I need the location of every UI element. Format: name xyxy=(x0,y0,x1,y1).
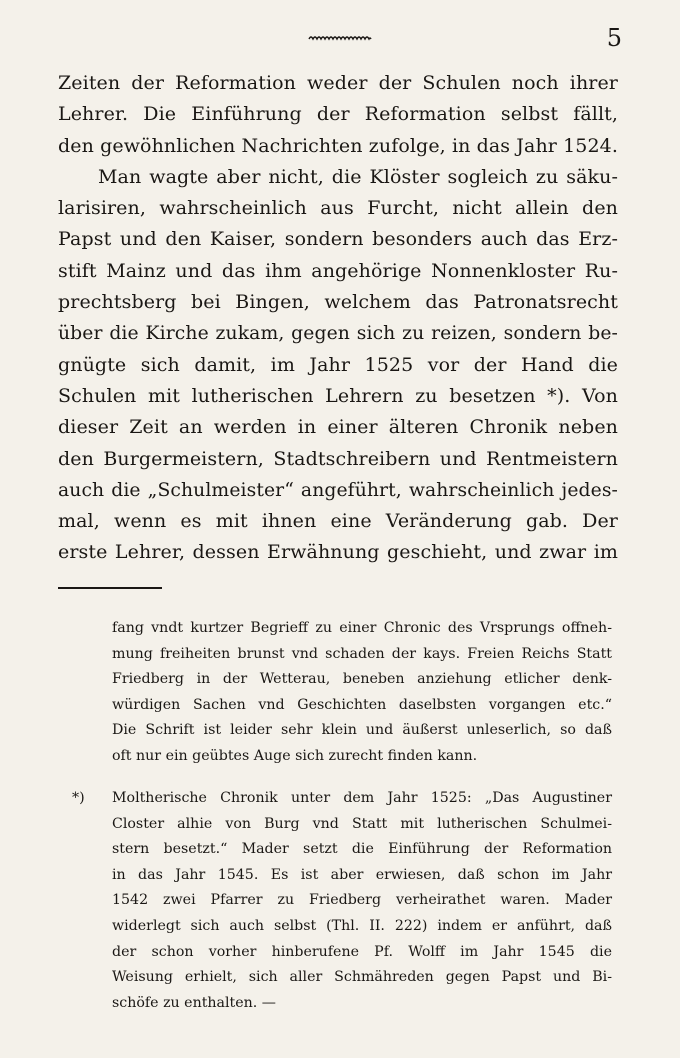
footnote-line: in das Jahr 1545. Es ist aber erwiesen, daß schon im Jahr xyxy=(112,866,612,883)
text-line: prechtsberg bei Bingen, welchem das Patronatsrecht xyxy=(58,291,618,314)
text-line: gnügte sich damit, im Jahr 1525 vor der Hand die xyxy=(58,353,618,376)
footnote-line: oft nur ein geübtes Auge sich zurecht finden kann. xyxy=(112,747,478,764)
text-line: dieser Zeit an werden in einer älteren Chronik neben xyxy=(58,416,618,439)
footnote-line: fang vndt kurtzer Begrieff zu einer Chronic des Vrsprungs offneh- xyxy=(112,620,612,636)
text-line: den gewöhnlichen Nachrichten zufolge, in das Jahr 1524. xyxy=(58,134,618,157)
footnote-line: stern besetzt.“ Mader setzt die Einführung der Reformation xyxy=(112,841,612,858)
footnote-line: Moltherische Chronik unter dem Jahr 1525: „Das Augustiner xyxy=(112,790,612,806)
footnote-line: Closter alhie von Burg vnd Statt mit lutherischen Schulmei- xyxy=(112,815,612,832)
text-line: Schulen mit lutherischen Lehrern zu besetzen *). Von xyxy=(58,384,618,407)
text-line: Zeiten der Reformation weder der Schulen noch ihrer xyxy=(58,72,618,94)
text-line: Man wagte aber nicht, die Klöster sogleich zu säku- xyxy=(98,165,618,188)
footnote-marker: *) xyxy=(72,790,85,806)
footnote-line: Die Schrift ist leider sehr klein und äußerst unleserlich, so daß xyxy=(112,722,612,739)
footnote-line: Weisung erhielt, sich aller Schmähreden gegen Papst und Bi- xyxy=(112,969,612,986)
footnote-line: würdigen Sachen vnd Geschichten daselbsten vorgangen etc.“ xyxy=(112,696,612,713)
header-ornament xyxy=(308,34,372,42)
footnote-line: der schon vorher hinberufene Pf. Wolff im Jahr 1545 die xyxy=(112,943,612,960)
text-line: auch die „Schulmeister“ angeführt, wahrscheinlich jedes- xyxy=(58,479,618,501)
footnote-asterisk xyxy=(72,786,612,1016)
text-line: stift Mainz und das ihm angehörige Nonnenkloster Ru- xyxy=(58,259,618,282)
page-number: 5 xyxy=(606,24,622,52)
text-line: mal, wenn es mit ihnen eine Veränderung gab. Der xyxy=(58,510,618,533)
text-line: Lehrer. Die Einführung der Reformation selbst fällt, xyxy=(58,103,618,126)
text-line: den Burgermeistern, Stadtschreibern und Rentmeistern xyxy=(58,447,618,470)
footnote-separator xyxy=(58,587,162,589)
footnote-line: schöfe zu enthalten. — xyxy=(112,994,276,1011)
text-line: erste Lehrer, dessen Erwähnung geschieht, und zwar im xyxy=(58,541,618,564)
footnote-line: widerlegt sich auch selbst (Thl. II. 222) indem er anführt, daß xyxy=(112,917,612,934)
footnote-line: Friedberg in der Wetterau, beneben anziehung etlicher denk- xyxy=(112,671,612,688)
text-line: larisiren, wahrscheinlich aus Furcht, nicht allein den xyxy=(58,197,618,220)
footnote-continued xyxy=(112,616,612,770)
footnote-line: mung freiheiten brunst vnd schaden der kays. Freien Reichs Statt xyxy=(112,645,612,662)
text-line: Papst und den Kaiser, sondern besonders auch das Erz- xyxy=(58,228,618,251)
footnote-line: 1542 zwei Pfarrer zu Friedberg verheirathet waren. Mader xyxy=(112,892,612,909)
text-line: über die Kirche zukam, gegen sich zu reizen, sondern be- xyxy=(58,323,618,345)
main-text xyxy=(58,68,618,569)
page-header xyxy=(60,22,622,52)
